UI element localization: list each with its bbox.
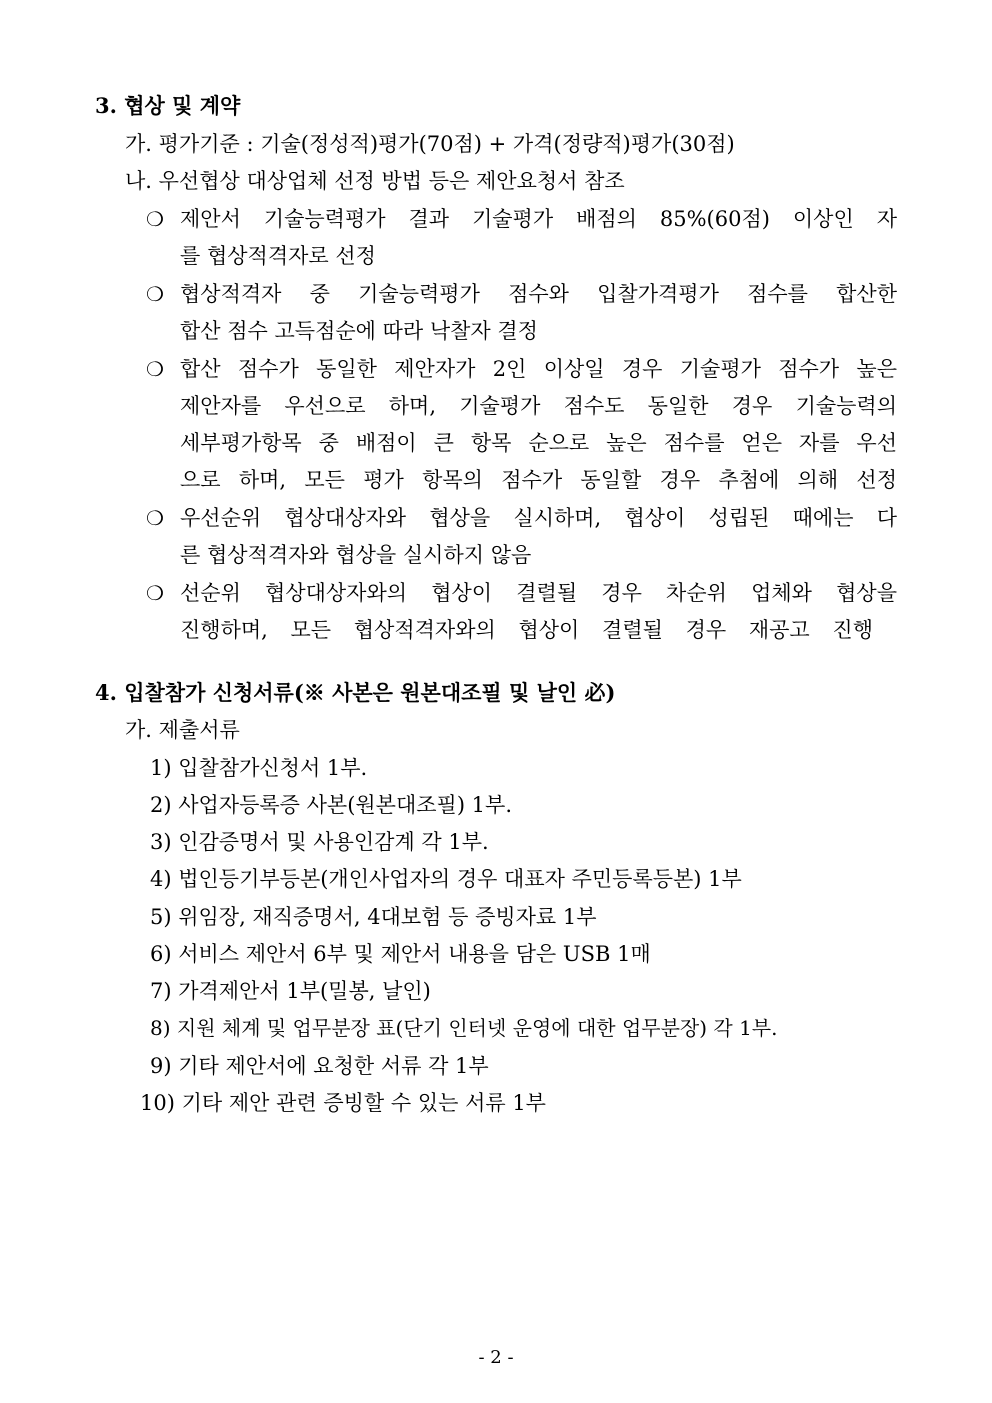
document-item-7: 7) 가격제안서 1부(밀봉, 날인) (150, 979, 431, 1003)
section-3-heading: 3. 협상 및 계약 (95, 93, 241, 118)
document-item-1: 1) 입찰참가신청서 1부. (150, 756, 368, 780)
bullet-4-line-2: 른 협상적격자와 협상을 실시하지 않음 (180, 543, 532, 567)
document-item-4: 4) 법인등기부등본(개인사업자의 경우 대표자 주민등록등본) 1부 (150, 867, 742, 891)
bullet-3-line-2: 제안자를 우선으로 하며, 기술평가 점수도 동일한 경우 기술능력의 (180, 394, 897, 418)
document-item-6: 6) 서비스 제안서 6부 및 제안서 내용을 담은 USB 1매 (150, 942, 651, 966)
bullet-marker: ❍ (146, 282, 164, 306)
bullet-marker: ❍ (146, 506, 164, 530)
bullet-5-line-1: 선순위 협상대상자와의 협상이 결렬될 경우 차순위 업체와 협상을 (180, 581, 897, 605)
bullet-3-line-3: 세부평가항목 중 배점이 큰 항목 순으로 높은 점수를 얻은 자를 우선 (180, 431, 897, 455)
bullet-marker: ❍ (146, 207, 164, 231)
bullet-1-line-1: 제안서 기술능력평가 결과 기술평가 배점의 85%(60점) 이상인 자 (180, 207, 897, 231)
document-item-2: 2) 사업자등록증 사본(원본대조필) 1부. (150, 793, 513, 817)
bullet-4-line-1: 우선순위 협상대상자와 협상을 실시하며, 협상이 성립된 때에는 다 (180, 506, 897, 530)
document-item-8: 8) 지원 체계 및 업무분장 표(단기 인터넷 운영에 대한 업무분장) 각 1부. (150, 1016, 778, 1040)
bullet-marker: ❍ (146, 581, 164, 605)
bullet-3-line-4: 으로 하며, 모든 평가 항목의 점수가 동일할 경우 추첨에 의해 선정 (180, 468, 897, 492)
document-item-10: 10) 기타 제안 관련 증빙할 수 있는 서류 1부 (140, 1091, 546, 1115)
section-4-item-ga: 가. 제출서류 (125, 718, 240, 742)
document-item-3: 3) 인감증명서 및 사용인감계 각 1부. (150, 830, 489, 854)
document-item-5: 5) 위임장, 재직증명서, 4대보험 등 증빙자료 1부 (150, 905, 597, 929)
section-3-item-na: 나. 우선협상 대상업체 선정 방법 등은 제안요청서 참조 (125, 169, 625, 193)
section-3-item-ga: 가. 평가기준 : 기술(정성적)평가(70점) + 가격(정량적)평가(30점) (125, 132, 735, 156)
bullet-5-line-2: 진행하며, 모든 협상적격자와의 협상이 결렬될 경우 재공고 진행 (180, 618, 873, 642)
bullet-1-line-2: 를 협상적격자로 선정 (180, 244, 376, 268)
bullet-2-line-2: 합산 점수 고득점순에 따라 낙찰자 결정 (180, 319, 538, 343)
bullet-2-line-1: 협상적격자 중 기술능력평가 점수와 입찰가격평가 점수를 합산한 (180, 282, 897, 306)
bullet-3-line-1: 합산 점수가 동일한 제안자가 2인 이상일 경우 기술평가 점수가 높은 (180, 357, 897, 381)
section-4-heading: 4. 입찰참가 신청서류(※ 사본은 원본대조필 및 날인 必) (95, 680, 616, 705)
page-number: - 2 - (478, 1347, 514, 1368)
document-item-9: 9) 기타 제안서에 요청한 서류 각 1부 (150, 1054, 489, 1078)
bullet-marker: ❍ (146, 357, 164, 381)
